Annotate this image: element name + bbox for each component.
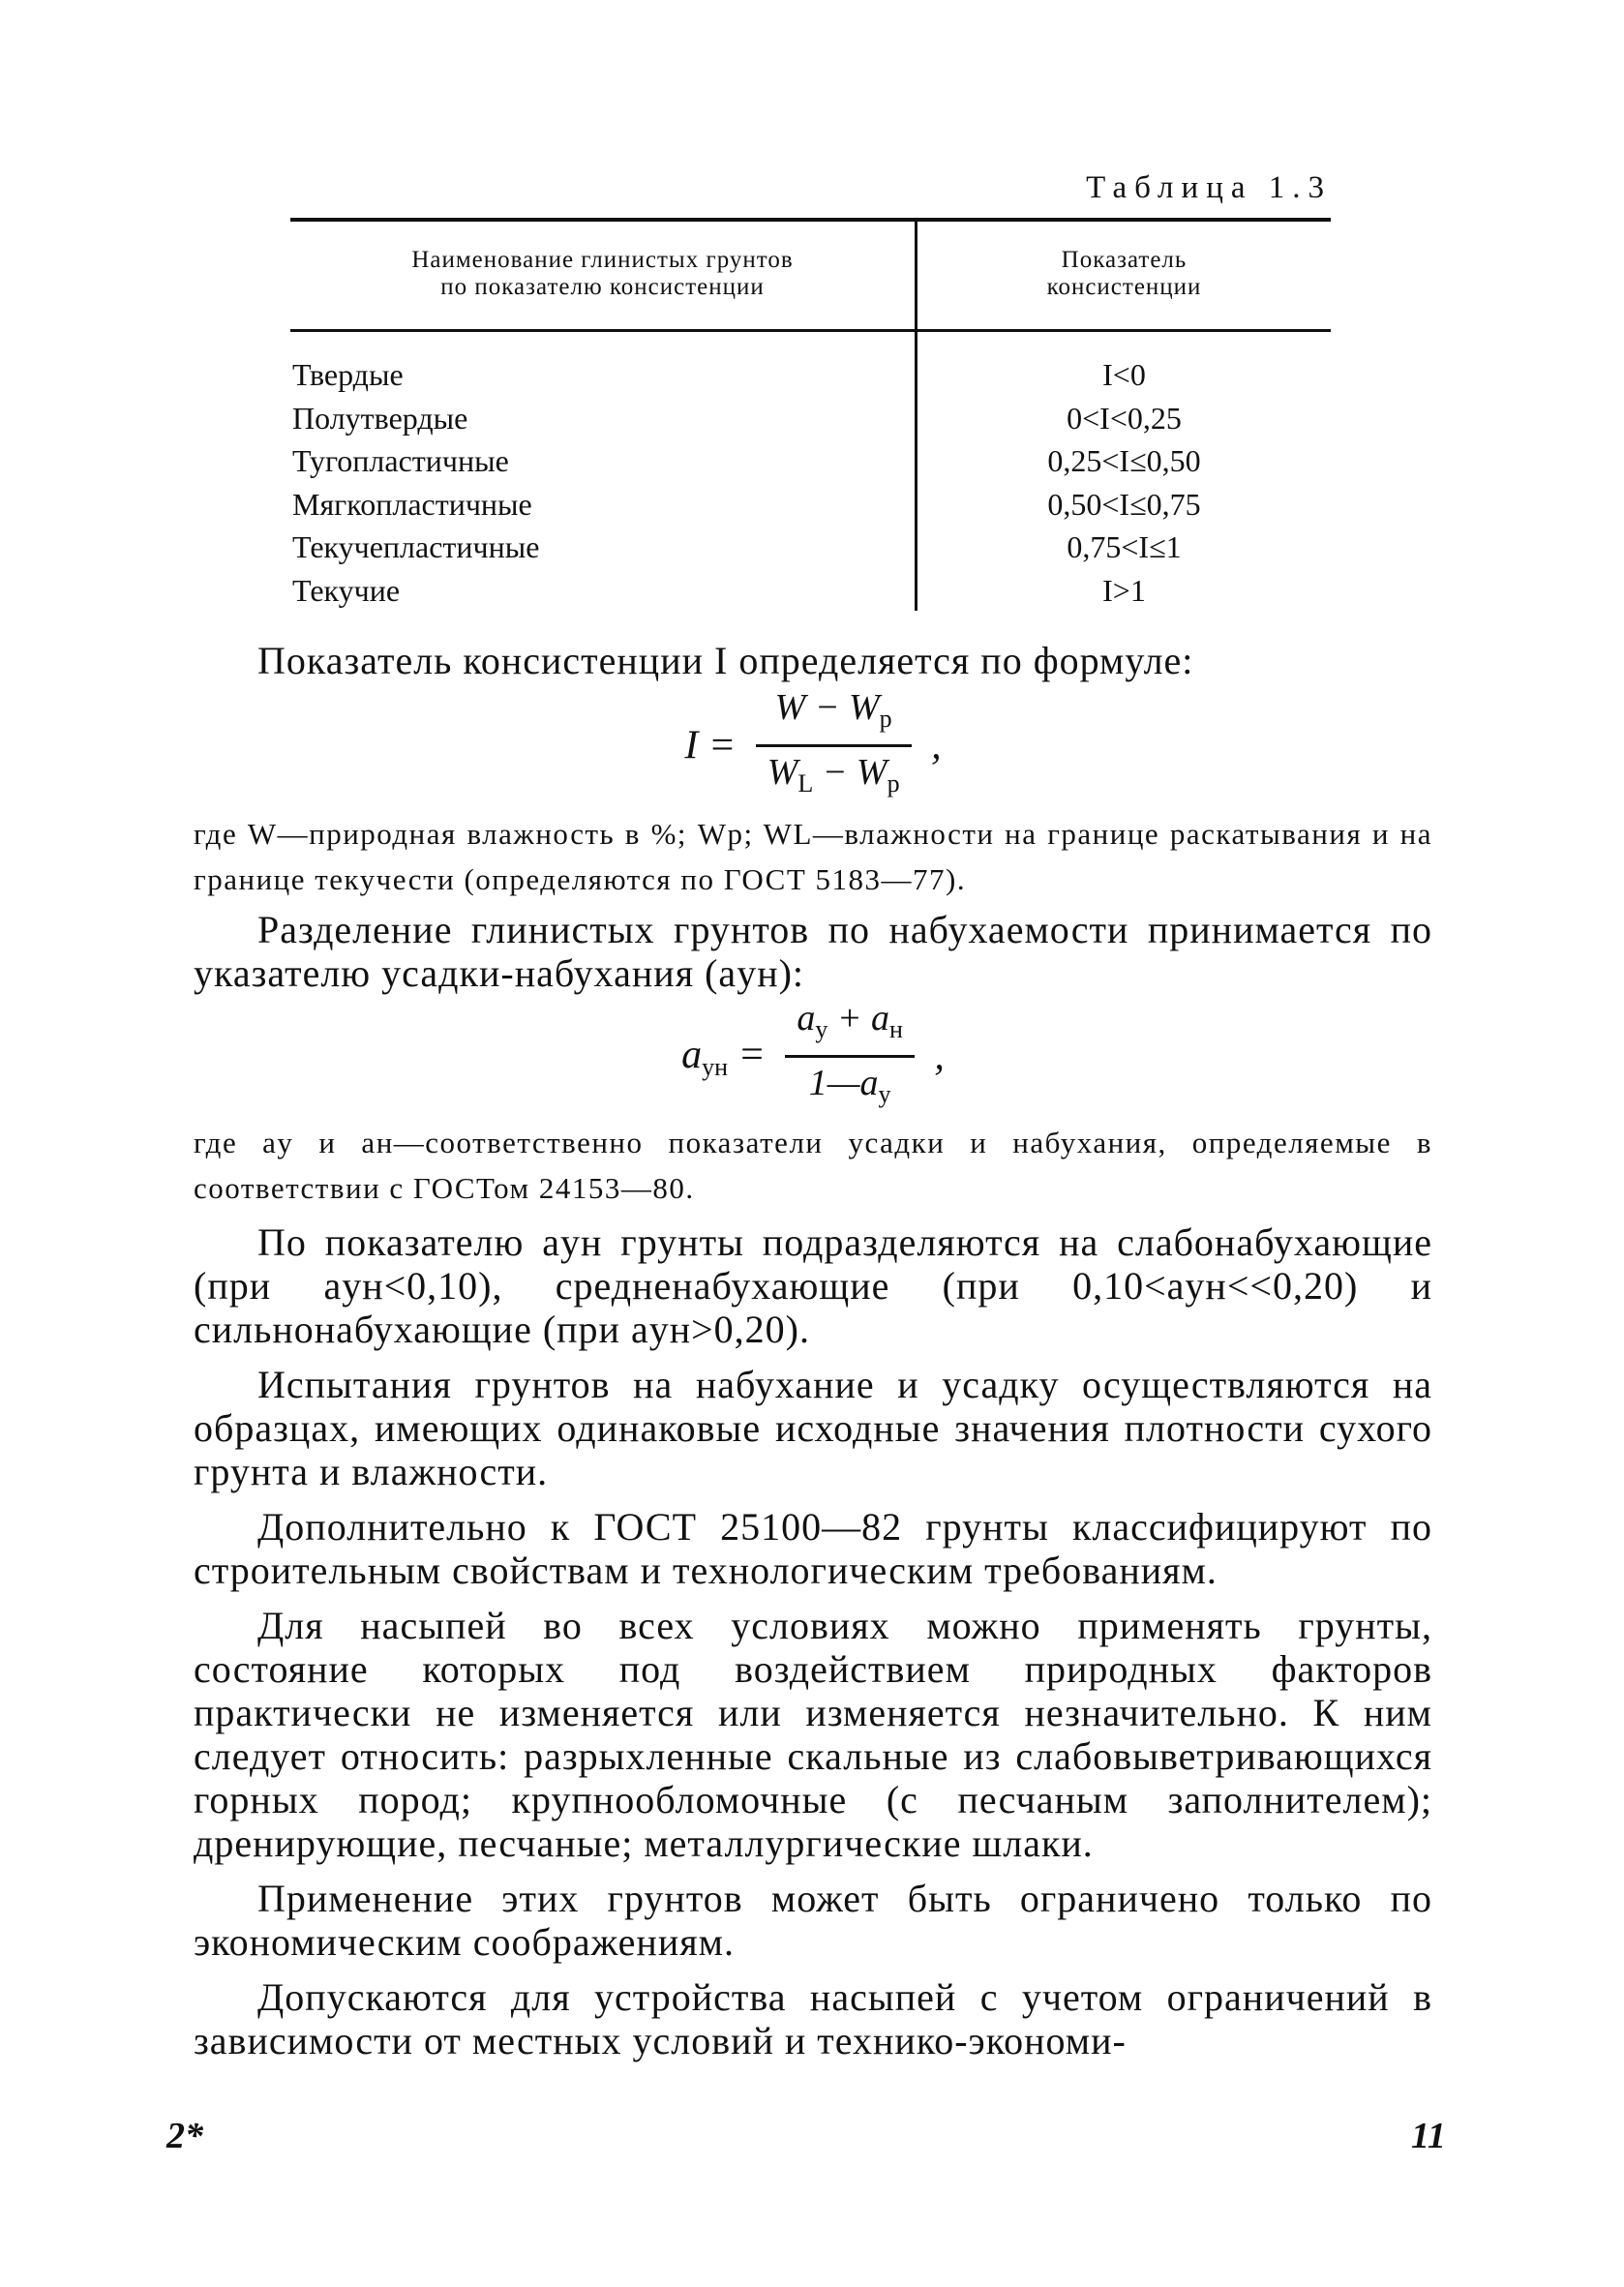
note: где W—природная влажность в %; Wp; WL—влажности на границе раскатывания и на границе текучести (определяются по ГОСТ 5183—77). <box>194 817 1432 896</box>
row-value: I<0 <box>1102 357 1146 392</box>
formula-lhs: I = <box>684 723 737 768</box>
row-value: 0,25<I≤0,50 <box>1047 443 1201 478</box>
table-row <box>290 353 1331 397</box>
table-row <box>290 526 1331 569</box>
num-mid: + a <box>827 998 889 1038</box>
paragraph: Испытания грунтов на набухание и усадку осуществляются на образцах, имеющих одинаковые исходные значения плотности сухого грунта и влажности. <box>194 1363 1432 1493</box>
formula-consistency <box>194 686 1432 805</box>
table-row <box>290 397 1331 440</box>
consistency-table <box>290 218 1331 615</box>
note: где aу и aн—соответственно показатели усадки и набухания, определяемые в соответствии с ГОСТом 24153—80. <box>194 1126 1432 1205</box>
table-row <box>290 439 1331 483</box>
header-left-line2: по показателю консистенции <box>440 274 765 300</box>
paragraph: Показатель консистенции I определяется по формуле: <box>257 639 1194 682</box>
paragraph: Допускаются для устройства насыпей с учетом ограничений в зависимости от местных условий и технико-экономи- <box>194 1975 1432 2062</box>
header-left-line1: Наименование глинистых грунтов <box>411 247 794 273</box>
num-sub: p <box>879 705 892 733</box>
table-caption: Таблица 1.3 <box>1086 170 1332 205</box>
den-a: W <box>767 752 798 793</box>
paragraph: По показателю aун грунты подразделяются на слабонабухающие (при aун<0,10), средненабухающие (при 0,10<aун<<0,20) и сильнонабухающие (при aун>0,20). <box>194 1220 1432 1351</box>
formula-swelling <box>194 997 1432 1116</box>
den-a-sub: L <box>797 769 814 797</box>
formula-tail: , <box>934 1034 945 1079</box>
den-b-sub: p <box>887 769 900 797</box>
table-row <box>290 483 1331 527</box>
body-text <box>194 639 1432 2062</box>
den-sub: у <box>878 1080 891 1108</box>
row-name: Текучепластичные <box>292 529 540 564</box>
table-row <box>290 569 1331 613</box>
row-value: 0,50<I≤0,75 <box>1047 486 1201 522</box>
num-a: a <box>797 998 816 1038</box>
table-top-rule <box>290 218 1331 222</box>
table-header-value <box>917 247 1331 301</box>
formula-denominator <box>785 1058 915 1116</box>
lhs-text: a <box>681 1032 703 1077</box>
den-text: 1—a <box>808 1063 879 1103</box>
row-value: 0<I<0,25 <box>1067 400 1182 436</box>
paragraph: Для насыпей во всех условиях можно применять грунты, состояние которых под воздействием природных факторов практически не изменяется или изменяется незначительно. К ним следует относить: разрыхленные скальные из слабовыветривающихся горных пород; крупнообломочные (с песчаным заполнителем); дренирующие, песчаные; металлургические шлаки. <box>194 1604 1432 1865</box>
paragraph: Дополнительно к ГОСТ 25100—82 грунты классифицируют по строительным свойствам и технологическим требованиям. <box>194 1505 1432 1592</box>
lhs-sub: ун <box>702 1052 728 1081</box>
num-a-sub: у <box>815 1015 828 1043</box>
table-header-name <box>290 247 915 301</box>
page-number: 11 <box>1411 2116 1446 2156</box>
row-name: Мягкопластичные <box>292 486 532 522</box>
formula-lhs <box>681 1032 766 1081</box>
formula-numerator <box>785 997 915 1058</box>
row-name: Тугопластичные <box>292 443 509 478</box>
row-name: Полутвердые <box>292 400 468 436</box>
row-name: Текучие <box>292 572 401 608</box>
eq-sign: = <box>728 1032 766 1077</box>
paragraph: Разделение глинистых грунтов по набухаемости принимается по указателю усадки-набухания (aун): <box>194 908 1432 995</box>
row-value: I>1 <box>1102 572 1146 608</box>
table-header-rule <box>290 329 1331 332</box>
paragraph: Применение этих грунтов может быть ограничено только по экономическим соображениям. <box>194 1877 1432 1964</box>
row-value: 0,75<I≤1 <box>1067 529 1182 564</box>
num-b-sub: н <box>889 1015 903 1043</box>
formula-tail: , <box>931 723 942 768</box>
formula-numerator <box>756 686 912 747</box>
formula-denominator <box>756 747 912 805</box>
table-body <box>290 353 1331 612</box>
formula-fraction <box>785 997 915 1116</box>
header-right-line2: консистенции <box>1046 274 1202 300</box>
row-name: Твердые <box>292 357 404 392</box>
formula-fraction <box>756 686 912 805</box>
num-text: W − W <box>774 687 880 728</box>
header-right-line1: Показатель <box>1061 247 1188 273</box>
signature-mark: 2* <box>166 2116 203 2156</box>
den-mid: − W <box>813 752 887 793</box>
